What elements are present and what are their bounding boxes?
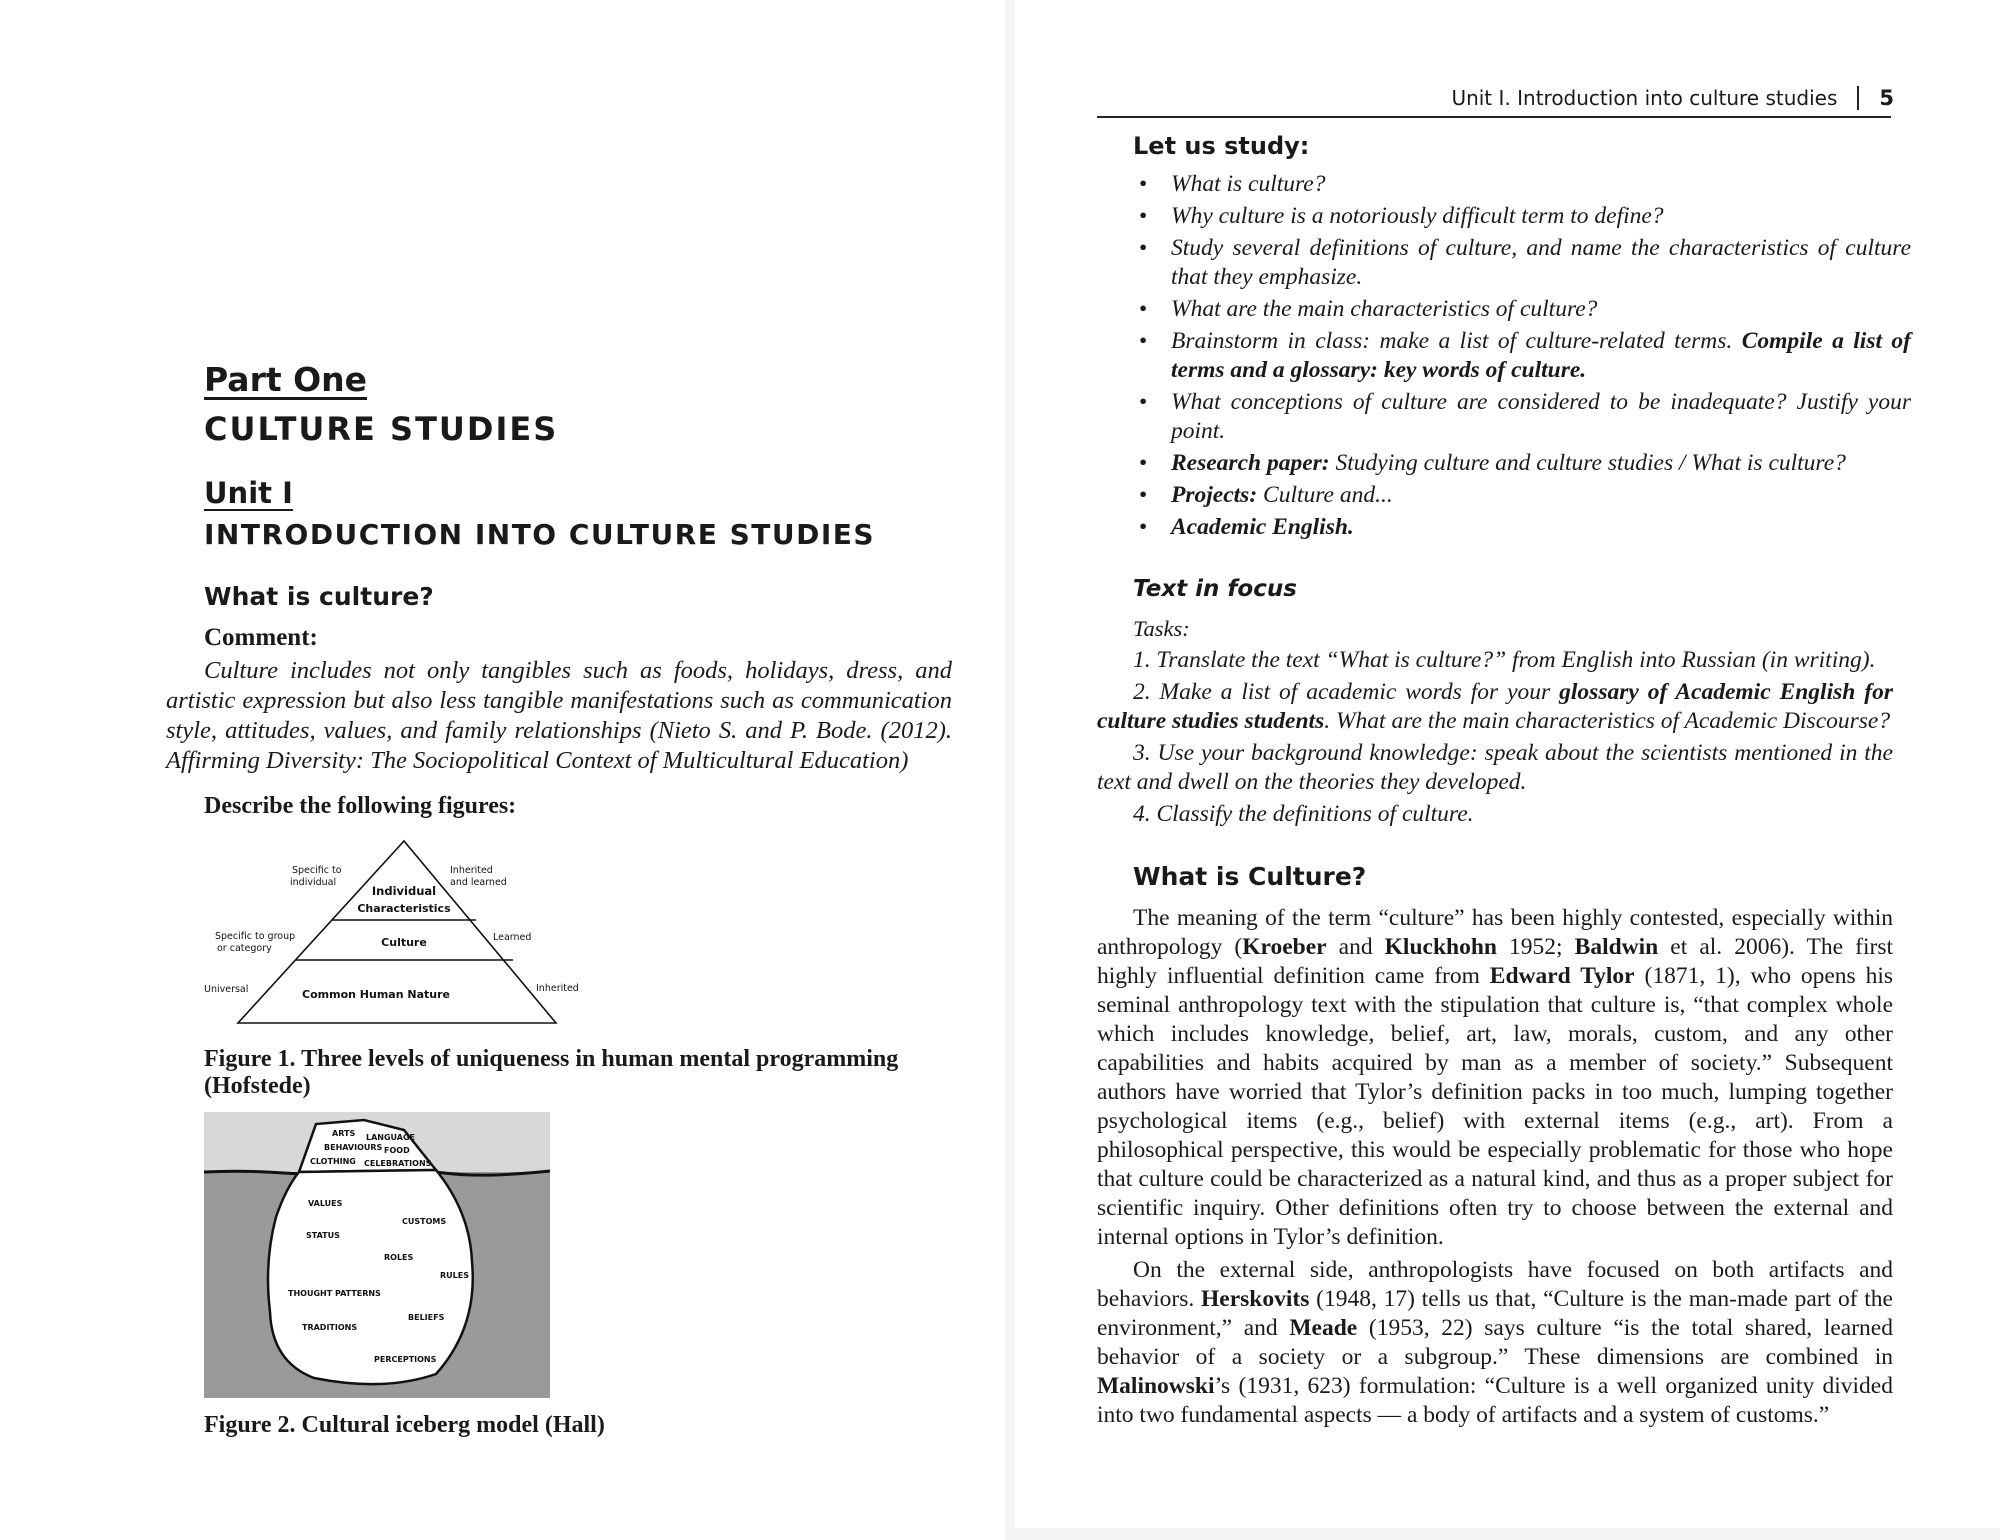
study-item-2-text: Why culture is a notoriously difficult term to define? <box>1171 203 1664 229</box>
task-2-end: . What are the main characteristics of Academic Discourse? <box>1324 708 1891 734</box>
page-number: 5 <box>1879 86 1894 110</box>
task-2-bold: glossary of Academic English for culture studies students <box>1097 679 1893 734</box>
task-3: 3. Use your background knowledge: speak about the scientists mentioned in the text and dwell on the theories they developed. <box>1097 740 1893 795</box>
p2-name-herskovits: Herskovits <box>1201 1286 1310 1312</box>
study-item-6-text: What conceptions of culture are considered to be inadequate? Justify your point. <box>1171 389 1911 444</box>
level-top-line2: Characteristics <box>357 902 451 915</box>
iceberg-word-language: LANGUAGE <box>366 1133 416 1142</box>
list-item <box>1133 481 1911 510</box>
describe-prompt: Describe the following figures: <box>204 793 517 819</box>
p2-text-e: ’s (1931, 623) formulation: “Culture is a well organized unity divided into two fundamental aspects — a body of artifacts and a system of customs.” <box>1097 1373 1893 1428</box>
running-head <box>1451 86 1894 110</box>
list-item <box>1133 513 1911 542</box>
paragraph-1 <box>1097 904 1893 1252</box>
p2-text-d: (1953, 22) says culture “is the total shared, learned behavior of a society or a subgroup.” These dimensions are combined in <box>1097 1315 1893 1370</box>
study-item-7-lead: Research paper: <box>1171 450 1330 476</box>
p1-text-a: The meaning of the term “culture” has been highly contested, especially within anthropology ( <box>1097 905 1893 960</box>
p1-name-tylor: Edward Tylor <box>1489 963 1635 989</box>
header-rule <box>1097 116 1891 118</box>
p2-text-a: On the external side, anthropologists have focused on both artifacts and behaviors. <box>1097 1257 1893 1312</box>
task-2 <box>1097 678 1893 736</box>
iceberg-figure <box>204 1112 550 1398</box>
unit-label: Unit I <box>204 476 293 510</box>
iceberg-word-beliefs: BELIEFS <box>408 1313 445 1322</box>
study-item-8-text: Culture and... <box>1263 482 1393 508</box>
figure1-caption: Figure 1. Three levels of uniqueness in human mental programming (Hofstede) <box>204 1046 899 1099</box>
p2-text-c: (1948, 17) tells us that, “Culture is the man-made part of the environment,” and <box>1097 1286 1893 1341</box>
left-label-bottom: Universal <box>204 984 249 995</box>
right-label-top-2: and learned <box>450 877 507 888</box>
comment-text: Culture includes not only tangibles such as foods, holidays, dress, and artistic expression but also less tangible manifestations such as communication style, attitudes, values, and family relationships (Nieto S. and P. Bode. (2012). Affirming Diversity: The Sociopolitical Context of Multicultural Education) <box>166 657 952 774</box>
tasks-list <box>1097 646 1893 832</box>
tasks-label: Tasks: <box>1133 616 1190 641</box>
paragraph-2 <box>1097 1256 1893 1430</box>
left-label-top-2: individual <box>290 877 337 888</box>
running-head-title: Unit I. Introduction into culture studies <box>1451 86 1838 110</box>
iceberg-word-values: VALUES <box>308 1199 343 1208</box>
right-page <box>1015 0 2000 1528</box>
iceberg-word-thought-patterns: THOUGHT PATTERNS <box>288 1289 381 1298</box>
p1-name-kluckhohn: Kluckhohn <box>1384 934 1497 960</box>
task-1: 1. Translate the text “What is culture?” from English into Russian (in writing). <box>1133 647 1876 673</box>
part-title: CULTURE STUDIES <box>204 410 559 448</box>
p1-name-kroeber: Kroeber <box>1242 934 1327 960</box>
right-label-middle: Learned <box>493 932 532 943</box>
iceberg-word-behaviours: BEHAVIOURS <box>324 1143 383 1152</box>
task-4: 4. Classify the definitions of culture. <box>1133 801 1474 827</box>
p1-text-c: and <box>1326 934 1385 960</box>
study-item-5-bold: Compile a list of terms and a glossary: key words of culture. <box>1171 328 1912 383</box>
p1-name-baldwin: Baldwin <box>1574 934 1659 960</box>
right-label-bottom: Inherited <box>536 983 579 994</box>
study-item-4-text: What are the main characteristics of culture? <box>1171 296 1598 322</box>
iceberg-word-food: FOOD <box>384 1146 410 1155</box>
level-bottom: Common Human Nature <box>302 988 450 1001</box>
hofstede-pyramid-figure <box>200 835 600 1030</box>
study-list <box>1133 170 1911 545</box>
iceberg-word-clothing: CLOTHING <box>310 1157 356 1166</box>
article-title: What is Culture? <box>1133 862 1367 891</box>
list-item <box>1133 202 1911 231</box>
list-item <box>1133 295 1911 324</box>
iceberg-word-arts: ARTS <box>332 1129 356 1138</box>
left-label-middle-1: Specific to group <box>215 931 296 942</box>
section-title: What is culture? <box>204 582 434 611</box>
list-item <box>1133 234 1911 292</box>
p1-text-d: 1952; <box>1497 934 1575 960</box>
running-head-separator <box>1857 86 1859 110</box>
comment-label: Comment: <box>204 624 318 651</box>
p1-text-e: et al. 2006). The first highly influential definition came from <box>1097 934 1893 989</box>
iceberg-word-status: STATUS <box>306 1231 340 1240</box>
iceberg-word-roles: ROLES <box>384 1253 414 1262</box>
right-label-top-1: Inherited <box>450 865 493 876</box>
iceberg-word-traditions: TRADITIONS <box>302 1323 358 1332</box>
study-item-1-text: What is culture? <box>1171 171 1326 197</box>
text-in-focus-heading: Text in focus <box>1133 576 1297 602</box>
iceberg-word-rules: RULES <box>440 1271 469 1280</box>
level-top-line1: Individual <box>371 884 437 898</box>
study-item-9-lead: Academic English. <box>1171 514 1354 540</box>
study-item-3-text: Study several definitions of culture, and name the characteristics of culture that they emphasize. <box>1171 235 1911 290</box>
article-body <box>1097 904 1893 1434</box>
task-2-start: 2. Make a list of academic words for your <box>1133 679 1551 705</box>
level-middle: Culture <box>381 936 427 949</box>
p1-text-f: (1871, 1), who opens his seminal anthropology text with the stipulation that culture is, “that complex whole which includes knowledge, belief, art, law, morals, custom, and any other capabilities and habits acquired by man as a member of society.” Subsequent authors have worried that Tylor’s definition packs in too much, lumping together psychological items (e.g., belief) with external items (e.g., art). From a philosophical perspective, this would be especially problematic for those who hope that culture could be characterized as a natural kind, and thus as a proper subject for scientific inquiry. Other definitions often try to choose between the external and internal options in Tylor’s definition. <box>1097 963 1894 1250</box>
iceberg-word-customs: CUSTOMS <box>402 1217 447 1226</box>
iceberg-word-celebrations: CELEBRATIONS <box>364 1159 432 1168</box>
p2-name-malinowski: Malinowski <box>1097 1373 1215 1399</box>
part-label: Part One <box>204 360 368 399</box>
list-item <box>1133 449 1911 478</box>
let-us-study-heading: Let us study: <box>1133 132 1310 160</box>
study-item-5-text: Brainstorm in class: make a list of culture-related terms. <box>1171 328 1733 354</box>
left-label-top-1: Specific to <box>292 865 342 876</box>
study-item-7-text: Studying culture and culture studies / What is culture? <box>1335 450 1846 476</box>
unit-title: INTRODUCTION INTO CULTURE STUDIES <box>204 518 876 551</box>
iceberg-word-perceptions: PERCEPTIONS <box>374 1355 437 1364</box>
p2-name-meade: Meade <box>1289 1315 1358 1341</box>
list-item <box>1133 327 1911 385</box>
left-label-middle-2: or category <box>217 943 272 954</box>
figure2-caption: Figure 2. Cultural iceberg model (Hall) <box>204 1412 605 1438</box>
study-item-8-lead: Projects: <box>1171 482 1258 508</box>
list-item <box>1133 388 1911 446</box>
list-item <box>1133 170 1911 199</box>
